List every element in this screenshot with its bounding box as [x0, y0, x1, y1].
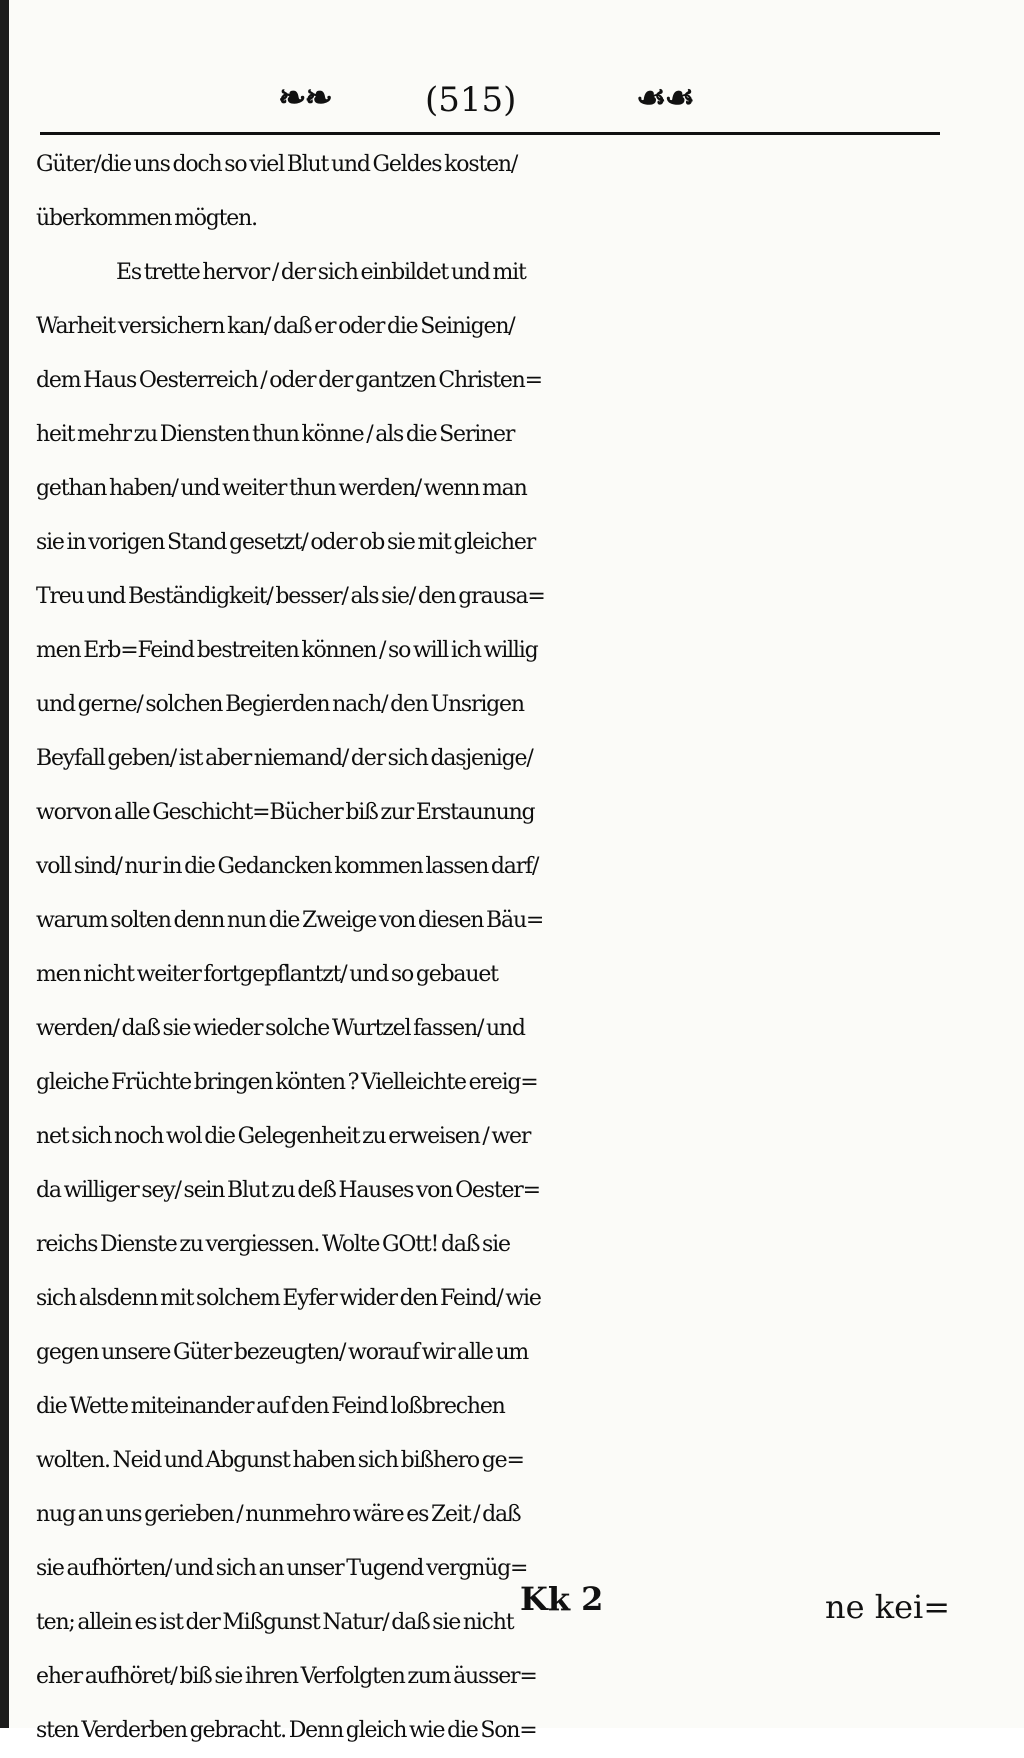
text-line: nug an uns gerieben / nunmehro wäre es Zeit / daß [36, 1502, 521, 1527]
text-line: net sich noch wol die Gelegenheit zu erweisen / wer [36, 1124, 531, 1149]
text-line: ten; allein es ist der Mißgunst Natur/ daß sie nicht [36, 1610, 514, 1635]
catchword: ne kei= [825, 1588, 951, 1626]
text-line: eher aufhöret/ biß sie ihren Verfolgten zum äusser= [36, 1664, 537, 1689]
text-line: Es trette hervor / der sich einbildet und mit [116, 260, 526, 285]
text-line: die Wette miteinander auf den Feind loßbrechen [36, 1394, 505, 1419]
ornament-right: ☙☙ [636, 78, 693, 118]
header-rule [40, 132, 940, 135]
text-line: sie aufhörten/ und sich an unser Tugend vergnüg= [36, 1556, 528, 1581]
text-line: Beyfall geben/ ist aber niemand/ der sich dasjenige/ [36, 746, 533, 771]
text-line: worvon alle Geschicht=Bücher biß zur Erstaunung [36, 800, 535, 825]
running-header [40, 72, 940, 132]
text-line: sich alsdenn mit solchem Eyfer wider den Feind/ wie [36, 1286, 541, 1311]
ornament-left: ❧❧ [278, 78, 331, 118]
text-line: men nicht weiter fortgepflantzt/ und so gebauet [36, 962, 498, 987]
text-line: heit mehr zu Diensten thun könne / als die Seriner [36, 422, 515, 447]
text-body [36, 138, 944, 1758]
text-line: überkommen mögten. [36, 206, 257, 231]
text-line: gleiche Früchte bringen könten ? Vielleichte ereig= [36, 1070, 538, 1095]
text-line: voll sind/ nur in die Gedancken kommen lassen darf/ [36, 854, 539, 879]
page-binding-edge [0, 0, 9, 1728]
text-line: men Erb=Feind bestreiten können / so will ich willig [36, 638, 538, 663]
text-line: werden/ daß sie wieder solche Wurtzel fassen/ und [36, 1016, 525, 1041]
text-line: Güter/die uns doch so viel Blut und Geldes kosten/ [36, 152, 518, 177]
text-line: gegen unsere Güter bezeugten/ worauf wir alle um [36, 1340, 529, 1365]
signature-mark: Kk 2 [520, 1580, 604, 1618]
text-line: sie in vorigen Stand gesetzt/ oder ob sie mit gleicher [36, 530, 536, 555]
text-line: und gerne/ solchen Begierden nach/ den Unsrigen [36, 692, 524, 717]
text-line: da williger sey/ sein Blut zu deß Hauses von Oester= [36, 1178, 540, 1203]
text-line: reichs Dienste zu vergiessen. Wolte GOtt! daß sie [36, 1232, 510, 1257]
page-number: (515) [425, 80, 517, 120]
text-line: Treu und Beständigkeit/ besser/ als sie/ den grausa= [36, 584, 545, 609]
text-line: sten Verderben gebracht. Denn gleich wie die Son= [36, 1718, 537, 1743]
text-line: gethan haben/ und weiter thun werden/ wenn man [36, 476, 527, 501]
text-line: wolten. Neid und Abgunst haben sich bißhero ge= [36, 1448, 524, 1473]
text-line: warum solten denn nun die Zweige von diesen Bäu= [36, 908, 544, 933]
text-line: Warheit versichern kan/ daß er oder die Seinigen/ [36, 314, 515, 339]
text-line: dem Haus Oesterreich / oder der gantzen Christen= [36, 368, 542, 393]
